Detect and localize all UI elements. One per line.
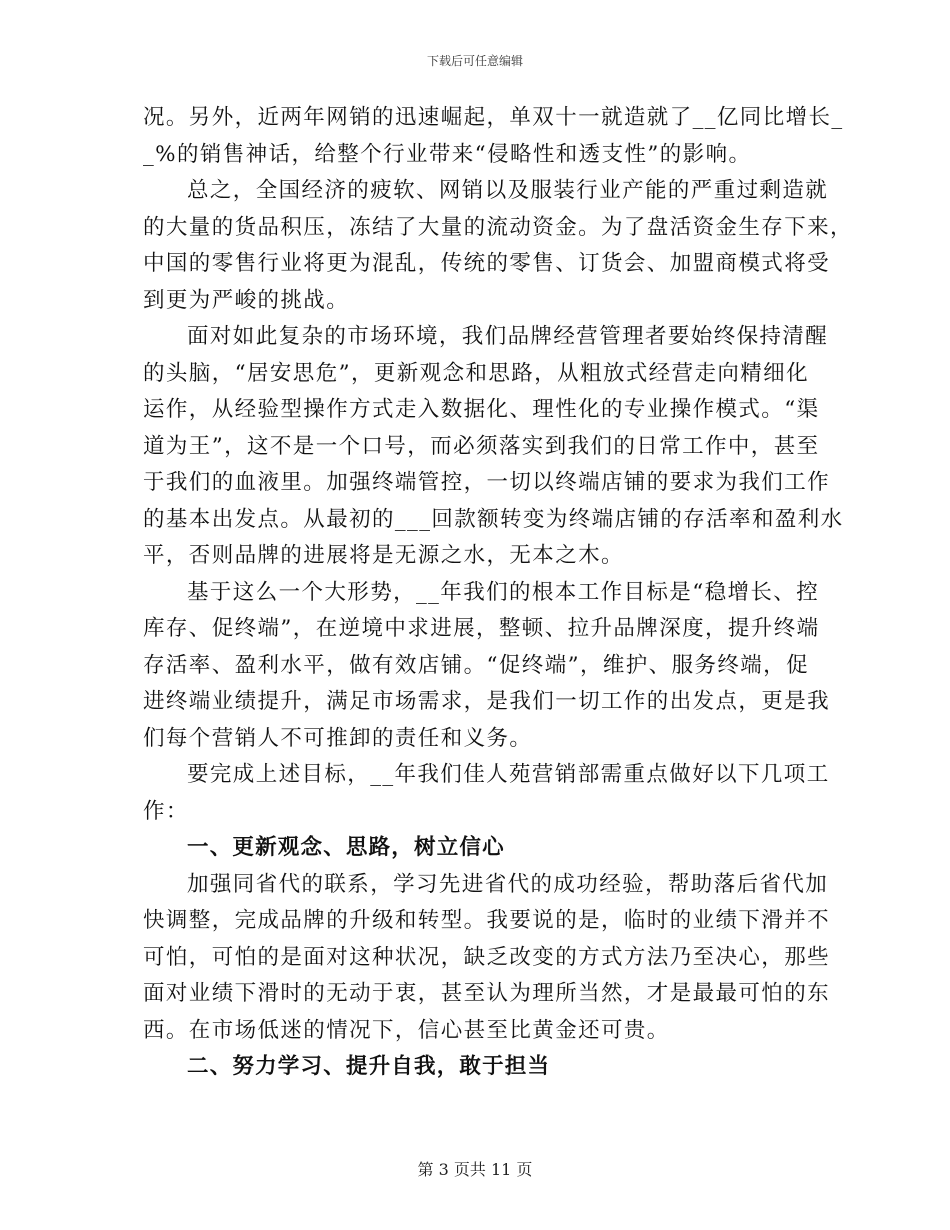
text-line: 的大量的货品积压，冻结了大量的流动资金。为了盘活资金生存下来，: [143, 214, 853, 240]
text-line: 加强同省代的联系，学习先进省代的成功经验，帮助落后省代加: [187, 871, 829, 897]
page-header: 下载后可任意编辑: [426, 54, 523, 68]
section-heading: 二、努力学习、提升自我，敢于担当: [187, 1054, 551, 1079]
text-line: 于我们的血液里。加强终端管控，一切以终端店铺的要求为我们工作: [143, 470, 831, 495]
page-footer: 第 3 页共 11 页: [417, 1160, 533, 1179]
text-line: 运作，从经验型操作方式走入数据化、理性化的专业操作模式。“渠: [143, 397, 820, 422]
text-line: 总之，全国经济的疲软、网销以及服装行业产能的严重过剩造就: [187, 178, 829, 203]
text-line: 的基本出发点。从最初的___回款额转变为终端店铺的存活率和盈利水: [143, 506, 844, 532]
text-line: _%的销售神话，给整个行业带来“侵略性和透支性”的影响。: [143, 141, 752, 167]
text-line: 中国的零售行业将更为混乱，传统的零售、订货会、加盟商模式将受: [143, 251, 831, 276]
text-line: 平，否则品牌的进展将是无源之水，无本之木。: [143, 543, 624, 568]
text-line: 基于这么一个大形势，__年我们的根本工作目标是“稳增长、控: [187, 579, 820, 605]
text-line: 要完成上述目标，__年我们佳人苑营销部需重点做好以下几项工: [187, 762, 830, 787]
section-heading: 一、更新观念、思路，树立信心: [187, 835, 505, 860]
text-line: 存活率、盈利水平，做有效店铺。“促终端”，维护、服务终端，促: [143, 652, 809, 678]
text-line: 道为王”，这不是一个口号，而必须落实到我们的日常工作中，甚至: [143, 433, 820, 459]
text-line: 西。在市场低迷的情况下，信心甚至比黄金还可贵。: [143, 1017, 670, 1043]
text-line: 库存、促终端”，在逆境中求进展，整顿、拉升品牌深度，提升终端: [143, 616, 820, 641]
text-line: 进终端业绩提升，满足市场需求，是我们一切工作的出发点，更是我: [143, 689, 831, 714]
text-line: 面对业绩下滑时的无动于衷，甚至认为理所当然，才是最最可怕的东: [143, 981, 831, 1006]
text-line: 面对如此复杂的市场环境，我们品牌经营管理者要始终保持清醒: [187, 324, 829, 349]
text-line: 快调整，完成品牌的升级和转型。我要说的是，临时的业绩下滑并不: [143, 908, 831, 933]
text-line: 的头脑，“居安思危”，更新观念和思路，从粗放式经营走向精细化: [143, 360, 809, 386]
text-lines: [143, 100, 853, 1086]
text-line: 到更为严峻的挑战。: [143, 287, 350, 313]
document-body: [143, 100, 853, 1086]
text-line: 作：: [143, 798, 189, 824]
text-line: 们每个营销人不可推卸的责任和义务。: [143, 725, 533, 751]
text-line: 况。另外，近两年网销的迅速崛起，单双十一就造就了__亿同比增长_: [143, 105, 844, 130]
text-line: 可怕，可怕的是面对这种状况，缺乏改变的方式方法乃至决心，那些: [143, 944, 831, 970]
